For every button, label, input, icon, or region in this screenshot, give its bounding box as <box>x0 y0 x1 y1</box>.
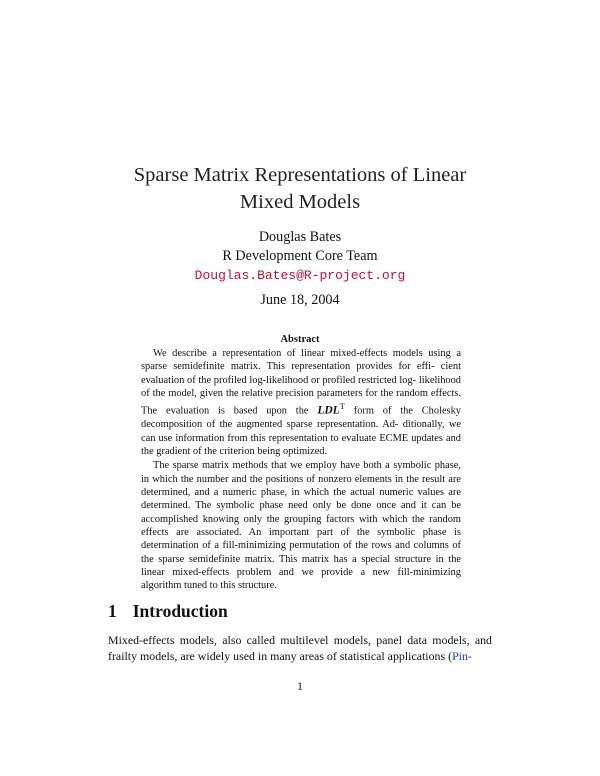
intro-line-1: Mixed-effects models, also called multilevel models, panel data models, and <box>108 633 492 647</box>
author-email-link[interactable]: Douglas.Bates@R-project.org <box>194 268 406 283</box>
abstract-p2-line: once and it can be accomplished knowing only the grouping factors <box>141 500 461 525</box>
abstract-p2-line: The sparse matrix methods that we employ have both a symbolic <box>153 460 432 472</box>
abstract-p2-line: numeric values are determined. The symbolic phase need only be done <box>141 486 461 512</box>
paper-date: June 18, 2004 <box>260 292 340 308</box>
intro-line-2: frailty models, are widely used in many areas of statistical applications ( <box>108 648 453 663</box>
abstract-p1-post-ldl: form of the <box>344 405 413 417</box>
abstract-p2-line: provide a new fill-minimizing algorithm tuned to this structure. <box>141 566 461 592</box>
abstract-p1-pre-ldl: random effects. The evaluation is based upon the <box>141 388 461 417</box>
abstract-p1-line: a sparse semidefinite matrix. This representation provides for effi- <box>141 348 461 373</box>
abstract-p2-line: the symbolic phase is determination of a fill-minimizing permutation of <box>141 526 461 552</box>
title-line-2: Mixed Models <box>239 191 361 213</box>
citation-link[interactable]: Pin- <box>452 648 472 663</box>
abstract-body <box>141 347 461 593</box>
abstract-heading: Abstract <box>280 334 320 345</box>
section-number: 1 <box>108 601 117 621</box>
section-heading-introduction <box>108 601 228 622</box>
author-name: Douglas Bates <box>258 229 342 245</box>
abstract-paragraph-2 <box>141 459 461 592</box>
ldl-transpose: T <box>339 401 345 412</box>
ldl-symbol: LDL <box>317 404 340 417</box>
page-number: 1 <box>297 679 303 693</box>
abstract-p1-line: We describe a representation of linear mixed-effects models using <box>153 348 451 359</box>
paper-title <box>60 162 540 216</box>
abstract-p1-tail-line: ditionally, we can use information from this representation to evaluate <box>141 419 461 444</box>
abstract-p2-line: has a special structure in the linear mixed-effects problem and we <box>141 553 461 578</box>
author-affiliation: R Development Core Team <box>222 248 378 264</box>
abstract-p2-line: the result are determined, and a numeric phase, in which the actual <box>141 473 461 498</box>
introduction-text <box>108 633 492 664</box>
abstract-p1-line: cient evaluation of the profiled log-likelihood or profiled restricted log- <box>141 361 461 386</box>
abstract-p2-line: the rows and columns of the sparse semidefinite matrix. This matrix <box>141 540 461 565</box>
intro-paragraph <box>108 633 492 664</box>
author-block <box>100 228 500 285</box>
abstract-p2-line: phase, in which the number and the positions of nonzero elements in <box>141 460 461 485</box>
abstract-p1-tail-line: ECME updates and the gradient of the criterion being optimized. <box>141 432 461 457</box>
abstract-p1-line: likelihood of the model, given the relative precision parameters for the <box>141 374 461 400</box>
abstract-paragraph-1 <box>141 347 461 458</box>
abstract-p2-line: with which the random effects are associated. An important part of <box>141 513 461 538</box>
title-line-1: Sparse Matrix Representations of Linear <box>133 164 467 186</box>
section-title: Introduction <box>132 601 228 621</box>
abstract-p1-tail-line: Cholesky decomposition of the augmented sparse representation. Ad- <box>141 405 461 431</box>
